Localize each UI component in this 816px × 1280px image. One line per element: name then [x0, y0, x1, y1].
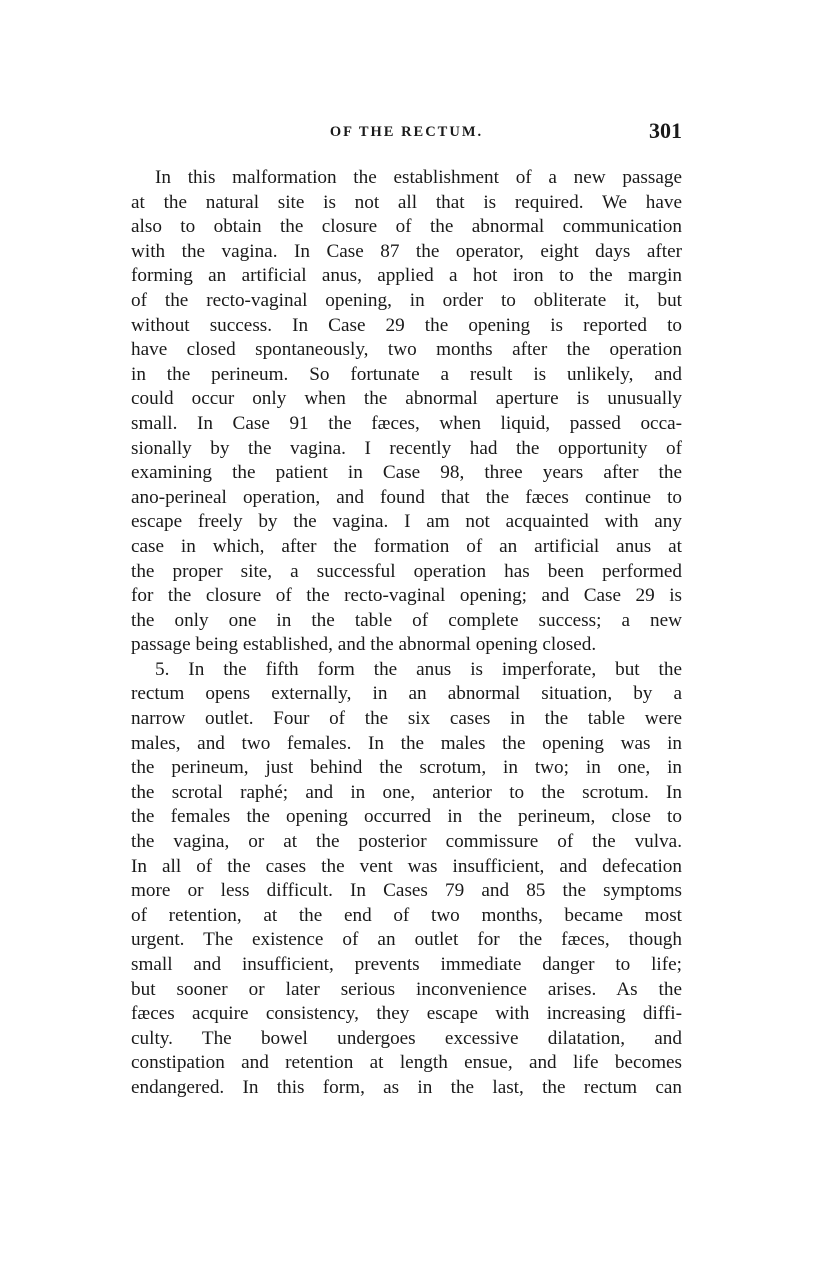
text-line: but sooner or later serious inconvenience arises. As the — [131, 978, 682, 1000]
running-head — [131, 118, 682, 148]
text-line: rectum opens externally, in an abnormal situation, by a — [131, 683, 682, 705]
text-line: could occur only when the abnormal aperture is unusually — [131, 388, 682, 410]
text-line: without success. In Case 29 the opening is reported to — [131, 314, 682, 336]
text-line: case in which, after the formation of an artificial anus at — [131, 535, 682, 557]
text-line: ano-perineal operation, and found that the fæces continue to — [131, 486, 682, 508]
text-line: constipation and retention at length ensue, and life becomes — [131, 1052, 682, 1074]
text-line: the proper site, a successful operation has been performed — [131, 560, 682, 582]
text-line: of retention, at the end of two months, became most — [131, 904, 682, 926]
text-line: In all of the cases the vent was insufficient, and defecation — [131, 855, 682, 877]
text-line: endangered. In this form, as in the last, the rectum can — [131, 1076, 682, 1098]
text-line: of the recto-vaginal opening, in order to obliterate it, but — [131, 289, 682, 311]
text-line: urgent. The existence of an outlet for the fæces, though — [131, 929, 682, 951]
text-line: small. In Case 91 the fæces, when liquid, passed occa- — [131, 412, 682, 434]
text-line: escape freely by the vagina. I am not acquainted with any — [131, 511, 682, 533]
text-line: 5. In the fifth form the anus is imperforate, but the — [155, 658, 682, 680]
text-line: males, and two females. In the males the opening was in — [131, 732, 682, 754]
text-line: for the closure of the recto-vaginal opening; and Case 29 is — [131, 585, 682, 607]
body-text — [131, 166, 682, 1101]
text-line: In this malformation the establishment of a new passage — [155, 167, 682, 188]
text-line: more or less difficult. In Cases 79 and 85 the symptoms — [131, 880, 682, 902]
text-line: have closed spontaneously, two months after the operation — [131, 339, 682, 361]
text-line: the scrotal raphé; and in one, anterior to the scrotum. In — [131, 781, 682, 803]
text-line: culty. The bowel undergoes excessive dilatation, and — [131, 1027, 682, 1049]
text-line: at the natural site is not all that is required. We have — [131, 191, 682, 213]
text-line: the vagina, or at the posterior commissure of the vulva. — [131, 831, 682, 853]
text-line: the perineum, just behind the scrotum, in two; in one, in — [131, 757, 682, 779]
text-line: examining the patient in Case 98, three years after the — [131, 462, 682, 484]
text-line: sionally by the vagina. I recently had the opportunity of — [131, 437, 682, 459]
text-line: fæces acquire consistency, they escape with increasing diffi- — [131, 1003, 682, 1025]
text-line: the only one in the table of complete success; a new — [131, 609, 682, 631]
page-number: 301 — [649, 118, 682, 143]
text-line: in the perineum. So fortunate a result is unlikely, and — [131, 363, 682, 385]
text-line: also to obtain the closure of the abnormal communication — [131, 216, 682, 238]
text-line: narrow outlet. Four of the six cases in the table were — [131, 708, 682, 730]
text-line: forming an artificial anus, applied a hot iron to the margin — [131, 265, 682, 287]
text-line: the females the opening occurred in the perineum, close to — [131, 806, 682, 828]
text-line: passage being established, and the abnormal opening closed. — [131, 634, 597, 656]
text-line: with the vagina. In Case 87 the operator, eight days after — [131, 240, 682, 262]
text-line: small and insufficient, prevents immediate danger to life; — [131, 954, 682, 975]
running-title: OF THE RECTUM. — [329, 124, 484, 140]
